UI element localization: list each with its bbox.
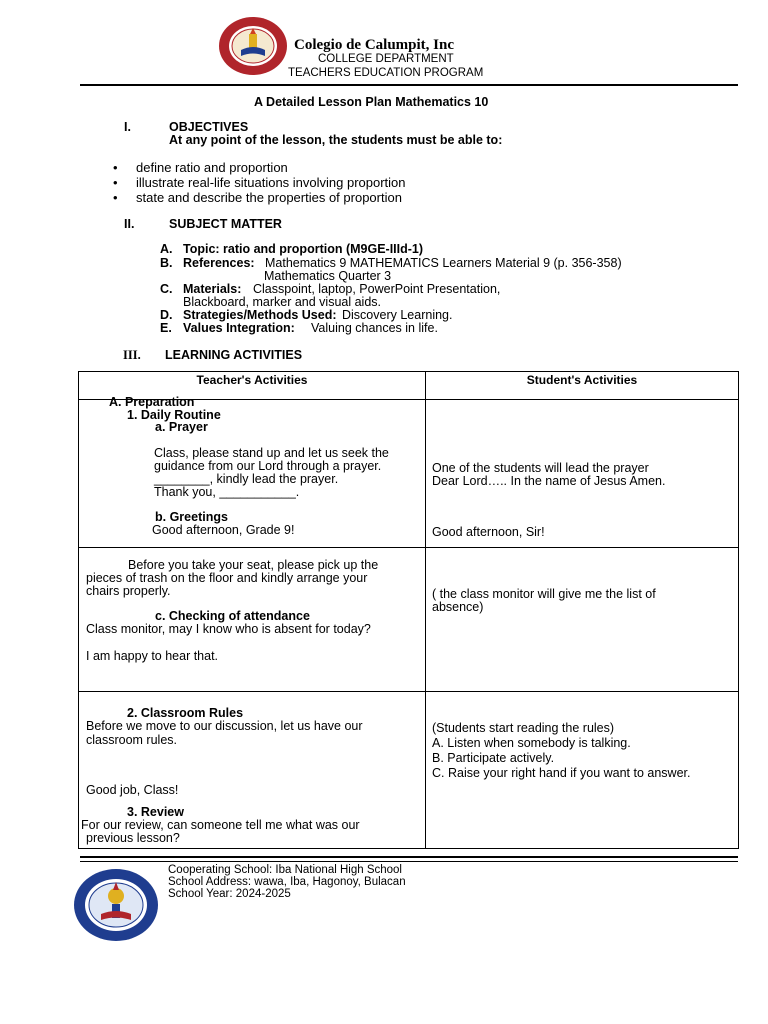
daily-routine-heading: 1. Daily Routine <box>127 408 221 422</box>
teacher-text: For our review, can someone tell me what was our <box>81 818 360 832</box>
student-text: Good afternoon, Sir! <box>432 525 545 539</box>
list-item: illustrate real-life situations involving proportion <box>136 175 406 190</box>
student-text: C. Raise your right hand if you want to answer. <box>432 766 691 780</box>
footer-rule-top <box>80 856 738 858</box>
greetings-heading: b. Greetings <box>155 510 228 524</box>
list-item: • <box>113 160 118 175</box>
strategies-value: Discovery Learning. <box>342 308 453 322</box>
teacher-text: ________, kindly lead the prayer. <box>154 472 339 486</box>
school-address: School Address: wawa, Iba, Hagonoy, Bulacan <box>168 876 406 888</box>
learning-activities-number: III. <box>123 348 141 362</box>
teacher-text: chairs properly. <box>86 584 171 598</box>
item-letter: E. <box>160 321 172 335</box>
objectives-heading: OBJECTIVES <box>169 120 249 134</box>
materials-value: Classpoint, laptop, PowerPoint Presentation, <box>253 282 501 296</box>
references-value-2: Mathematics Quarter 3 <box>264 269 392 283</box>
materials-label: Materials: <box>183 282 242 296</box>
lesson-title: A Detailed Lesson Plan Mathematics 10 <box>254 95 489 109</box>
item-letter: B. <box>160 256 173 270</box>
classroom-rules-heading: 2. Classroom Rules <box>127 706 244 720</box>
teacher-text: Good afternoon, Grade 9! <box>152 523 295 537</box>
learning-activities-heading: LEARNING ACTIVITIES <box>165 348 303 362</box>
teacher-text: guidance from our Lord through a prayer. <box>154 459 382 473</box>
teacher-cell <box>79 548 426 692</box>
teacher-column-header: Teacher's Activities <box>79 372 426 400</box>
teacher-text: I am happy to hear that. <box>86 649 219 663</box>
prayer-heading: a. Prayer <box>155 420 208 434</box>
item-letter: D. <box>160 308 173 322</box>
values-value: Valuing chances in life. <box>311 321 438 335</box>
values-label: Values Integration: <box>183 321 295 335</box>
topic: Topic: ratio and proportion (M9GE-IIId-1) <box>183 242 424 256</box>
review-heading: 3. Review <box>127 805 184 819</box>
student-cell <box>426 692 739 849</box>
student-cell <box>426 548 739 692</box>
objectives-intro: At any point of the lesson, the students must be able to: <box>169 133 503 147</box>
attendance-heading: c. Checking of attendance <box>155 609 310 623</box>
references-value: Mathematics 9 MATHEMATICS Learners Material 9 (p. 356-358) <box>265 256 622 270</box>
teacher-text: classroom rules. <box>86 733 177 747</box>
subject-matter-heading: SUBJECT MATTER <box>169 217 282 231</box>
student-text: (Students start reading the rules) <box>432 721 615 735</box>
teacher-text: previous lesson? <box>86 831 180 845</box>
student-text: ( the class monitor will give me the list of <box>432 587 656 601</box>
high-school-seal-icon <box>73 868 159 942</box>
teacher-text: Good job, Class! <box>86 783 179 797</box>
teachers-education-program: TEACHERS EDUCATION PROGRAM <box>288 67 484 79</box>
preparation-heading: A. Preparation <box>109 395 195 409</box>
header-rule <box>80 84 738 86</box>
subject-matter-number: II. <box>124 217 135 231</box>
table-row <box>79 548 739 692</box>
list-item: • <box>113 190 118 205</box>
college-department: COLLEGE DEPARTMENT <box>318 53 454 65</box>
student-text: One of the students will lead the prayer <box>432 461 649 475</box>
table-row <box>79 400 739 548</box>
teacher-text: Thank you, ___________. <box>154 485 300 499</box>
footer-rule-bottom <box>80 861 738 862</box>
teacher-cell <box>79 395 426 548</box>
school-year: School Year: 2024-2025 <box>168 888 291 900</box>
item-letter: C. <box>160 282 173 296</box>
item-letter: A. <box>160 242 173 256</box>
table-row <box>79 692 739 849</box>
teacher-text: pieces of trash on the floor and kindly arrange your <box>86 571 368 585</box>
student-text: Dear Lord….. In the name of Jesus Amen. <box>432 474 666 488</box>
materials-value-2: Blackboard, marker and visual aids. <box>183 295 382 309</box>
references-label: References: <box>183 256 255 270</box>
list-item: state and describe the properties of proportion <box>136 190 402 205</box>
student-text: absence) <box>432 600 484 614</box>
teacher-text: Class, please stand up and let us seek the <box>154 446 389 460</box>
strategies-label: Strategies/Methods Used: <box>183 308 337 322</box>
student-text: A. Listen when somebody is talking. <box>432 736 631 750</box>
activities-table <box>78 371 739 849</box>
teacher-text: Before you take your seat, please pick up the <box>128 558 379 572</box>
teacher-text: Class monitor, may I know who is absent for today? <box>86 622 371 636</box>
student-cell <box>426 400 739 548</box>
list-item: define ratio and proportion <box>136 160 288 175</box>
footer-logo <box>73 868 159 942</box>
student-column-header: Student's Activities <box>426 372 739 400</box>
list-item: • <box>113 175 118 190</box>
objectives-number: I. <box>124 120 131 134</box>
student-text: B. Participate actively. <box>432 751 555 765</box>
cooperating-school: Cooperating School: Iba National High School <box>168 864 402 876</box>
teacher-cell <box>79 692 426 849</box>
teacher-text: Before we move to our discussion, let us have our <box>86 719 363 733</box>
college-seal-icon <box>218 16 288 76</box>
school-name: Colegio de Calumpit, Inc <box>294 37 455 53</box>
header-logo <box>218 16 288 76</box>
